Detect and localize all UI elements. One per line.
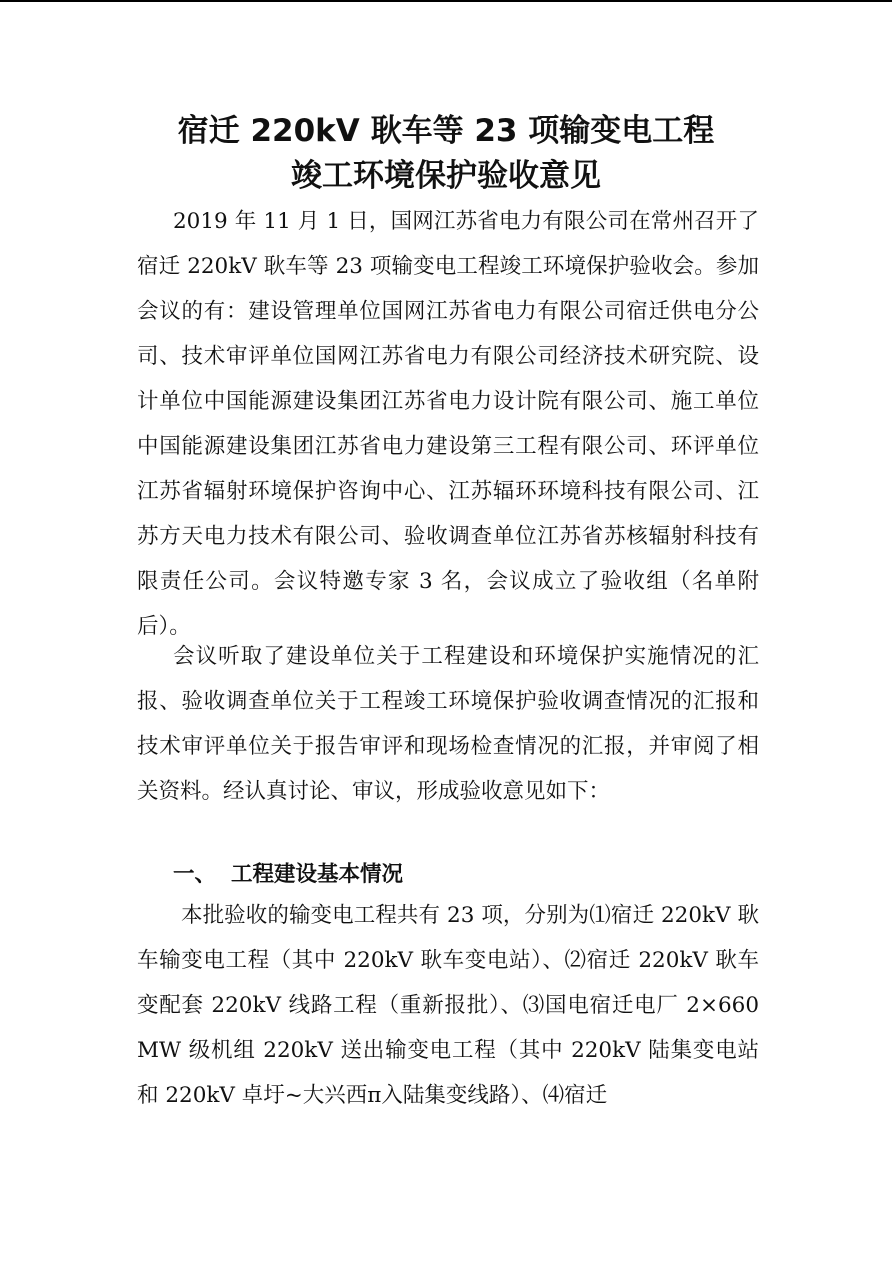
section-number: 一、: [173, 862, 217, 887]
paragraph-meeting-info: 2019 年 11 月 1 日，国网江苏省电力有限公司在常州召开了宿迁 220kV 耿车等 23 项输变电工程竣工环境保护验收会。参加会议的有：建设管理单位国网江苏省电力有限公司宿迁供电分公司、技术审评单位国网江苏省电力有限公司经济技术研究院、设计单位中国能源建设集团江苏省电力设计院有限公司、施工单位中国能源建设集团江苏省电力建设第三工程有限公司、环评单位江苏省辐射环境保护咨询中心、江苏辐环环境科技有限公司、江苏方天电力技术有限公司、验收调查单位江苏省苏核辐射科技有限责任公司。会议特邀专家 3 名，会议成立了验收组（名单附后）。: [137, 209, 759, 639]
paragraph-meeting-content: 会议听取了建设单位关于工程建设和环境保护实施情况的汇报、验收调查单位关于工程竣工环境保护验收调查情况的汇报和技术审评单位关于报告审评和现场检查情况的汇报，并审阅了相关资料。经认真讨论、审议，形成验收意见如下：: [137, 644, 759, 804]
top-border-line: [0, 0, 892, 2]
section-heading-1: [173, 852, 403, 897]
document-title-line1: 宿迁 220kV 耿车等 23 项输变电工程: [177, 113, 715, 149]
document-title-line2: 竣工环境保护验收意见: [291, 158, 601, 194]
paragraph-project-overview: 本批验收的输变电工程共有 23 项，分别为⑴宿迁 220kV 耿车输变电工程（其中 220kV 耿车变电站）、⑵宿迁 220kV 耿车变配套 220kV 线路工程（重新报批）、⑶国电宿迁电厂 2×660MW 级机组 220kV 送出输变电工程（其中 220kV 陆集变电站和 220kV 卓圩~大兴西π入陆集变线路）、⑷宿迁: [137, 903, 759, 1108]
section-title: 工程建设基本情况: [231, 862, 404, 887]
